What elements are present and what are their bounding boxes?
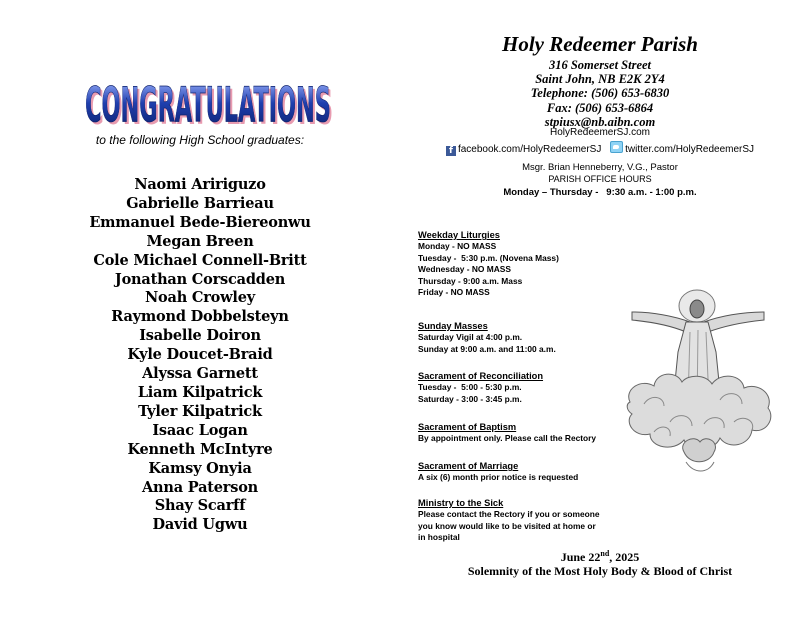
risen-christ-illustration <box>624 282 774 478</box>
graduate-name: Shay Scarff <box>154 497 246 515</box>
office-hours: Monday – Thursday - 9:30 a.m. - 1:00 p.m. <box>503 187 697 198</box>
date-prefix: June 22 <box>560 550 601 564</box>
schedule-line: Friday - NO MASS <box>418 287 490 298</box>
graduate-name: Kamsy Onyia <box>148 459 252 477</box>
banner-shadow: CONGRATULATIONS <box>87 80 334 137</box>
sacrament-marriage <box>418 460 658 484</box>
graduate-name: Cole Michael Connell-Britt <box>93 251 307 269</box>
date-suffix-sup: nd <box>600 549 610 558</box>
graduate-name: Megan Breen <box>146 232 254 250</box>
fax: Fax: (506) 653-6864 <box>546 100 654 115</box>
schedule-line: you know would like to be visited at home or <box>418 520 596 531</box>
schedule-line: Saturday Vigil at 4:00 p.m. <box>418 332 523 342</box>
email: stpiusx@nb.aibn.com <box>544 114 656 129</box>
schedule-line: Thursday - 9:00 a.m. Mass <box>418 275 523 286</box>
schedule-line: Tuesday - 5:30 p.m. (Novena Mass) <box>418 252 559 263</box>
social-links <box>400 141 800 156</box>
schedule-line: A six (6) month prior notice is requested <box>418 472 579 482</box>
graduate-name: Raymond Dobbelsteyn <box>111 308 289 326</box>
section-title: Weekday Liturgies <box>418 230 500 240</box>
weekday-liturgies <box>418 229 658 299</box>
graduate-name: Anna Paterson <box>141 478 259 496</box>
sacrament-baptism <box>418 421 658 445</box>
date-year: , 2025 <box>609 550 640 564</box>
sacrament-reconciliation <box>418 370 658 405</box>
section-title: Ministry to the Sick <box>418 498 504 508</box>
facebook-link[interactable]: facebook.com/HolyRedeemerSJ <box>457 144 602 155</box>
section-title: Sacrament of Baptism <box>418 422 517 432</box>
graduate-list <box>0 176 400 535</box>
section-title: Sacrament of Reconciliation <box>418 371 544 381</box>
feast-title: Solemnity of the Most Holy Body & Blood of Christ <box>467 564 733 578</box>
graduate-name: Liam Kilpatrick <box>137 383 263 401</box>
sunday-masses <box>418 320 658 355</box>
schedule-line: By appointment only. Please call the Rectory <box>418 433 597 443</box>
banner-text: CONGRATULATIONS <box>85 78 331 134</box>
graduates-subtitle: to the following High School graduates: <box>95 133 305 147</box>
schedule-line: Tuesday - 5:00 - 5:30 p.m. <box>418 382 522 392</box>
graduate-name: Kyle Doucet-Braid <box>127 346 273 364</box>
graduate-name: David Ugwu <box>152 516 248 534</box>
telephone: Telephone: (506) 653-6830 <box>530 86 670 101</box>
graduate-name: Emmanuel Bede-Biereonwu <box>89 213 311 231</box>
graduate-name: Isaac Logan <box>152 421 248 439</box>
pastor: Msgr. Brian Henneberry, V.G., Pastor <box>522 162 678 173</box>
section-title: Sacrament of Marriage <box>418 461 519 471</box>
graduate-name: Alyssa Garnett <box>142 365 258 383</box>
graduate-name: Tyler Kilpatrick <box>138 402 262 420</box>
graduate-name: Isabelle Doiron <box>139 327 261 345</box>
address-line-1: 316 Somerset Street <box>548 58 652 72</box>
twitter-link[interactable]: twitter.com/HolyRedeemerSJ <box>625 144 755 155</box>
address-line-2: Saint John, NB E2K 2Y4 <box>535 72 665 87</box>
schedule-line: Wednesday - NO MASS <box>418 264 511 275</box>
schedule-line: Please contact the Rectory if you or someone <box>418 509 600 519</box>
bulletin-date <box>400 549 800 565</box>
parish-name: Holy Redeemer Parish <box>502 32 698 56</box>
office-hours-title: PARISH OFFICE HOURS <box>548 174 652 184</box>
schedule-line: Saturday - 3:00 - 3:45 p.m. <box>418 393 522 404</box>
section-title: Sunday Masses <box>418 321 488 331</box>
graduate-name: Jonathan Corscadden <box>114 270 286 288</box>
graduate-name: Kenneth McIntyre <box>127 440 273 458</box>
ministry-to-sick <box>418 497 658 544</box>
parish-contact <box>400 58 800 129</box>
facebook-icon: f <box>446 146 456 156</box>
schedule-line: Sunday at 9:00 a.m. and 11:00 a.m. <box>418 343 556 354</box>
schedule-line: Monday - NO MASS <box>418 241 497 251</box>
graduate-name: Gabrielle Barrieau <box>126 194 274 212</box>
twitter-icon <box>610 141 623 153</box>
graduate-name: Noah Crowley <box>144 289 255 307</box>
schedule-line: in hospital <box>418 532 460 543</box>
graduate-name: Naomi Aririguzo <box>134 176 266 193</box>
website-link[interactable]: HolyRedeemerSJ.com <box>549 127 651 138</box>
